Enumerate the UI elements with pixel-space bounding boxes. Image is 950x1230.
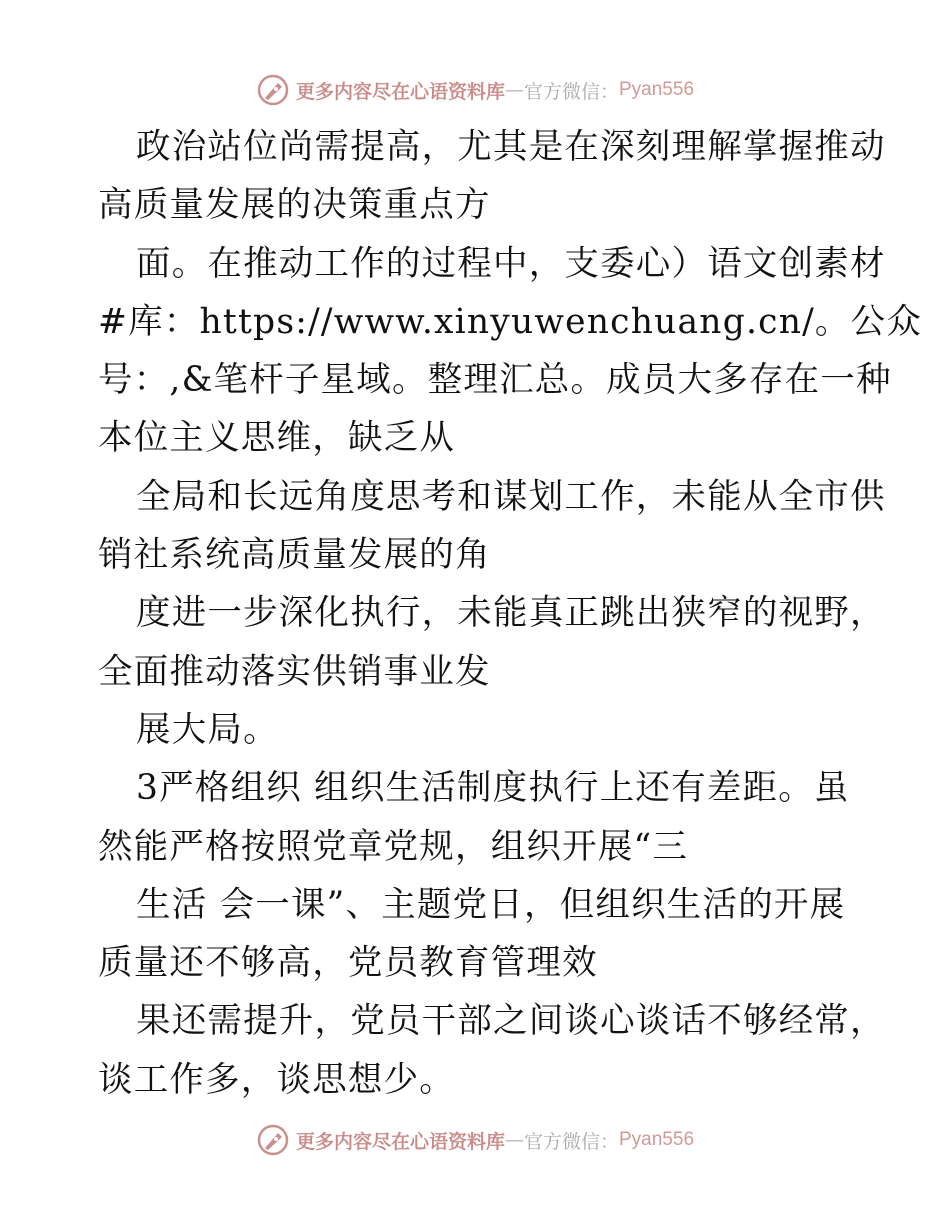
text-line: 全面推动落实供销事业发 (98, 651, 491, 692)
text-line: #库：https://www.xinyuwenchuang.cn/。公众 (98, 301, 923, 342)
text-line: 政治站位尚需提高，尤其是在深刻理解掌握推动 (136, 127, 886, 167)
text-line: 谈工作多，谈思想少。 (98, 1059, 455, 1100)
pen-nib-circle-icon (256, 1123, 290, 1157)
text-line: 面。在推动工作的过程中，支委心）语文创素材 (136, 243, 886, 284)
header-watermark (0, 70, 950, 110)
text-line: 果还需提升，党员干部之间谈心谈话不够经常， (136, 1001, 886, 1042)
text-line: 生活 会一课”、主题党日，但组织生活的开展 (136, 884, 846, 925)
pen-nib-circle-icon (256, 73, 290, 107)
text-line: 全局和长远角度思考和谋划工作，未能从全市供 (136, 476, 886, 517)
watermark-label: 官方微信： (523, 80, 619, 103)
watermark-separator: — (504, 1129, 524, 1151)
watermark-id: Pyan556 (619, 79, 695, 100)
watermark-id: Pyan556 (619, 1129, 695, 1150)
watermark-text: 更多内容尽在心语资料库 (295, 80, 505, 103)
watermark-text: 更多内容尽在心语资料库 (295, 1130, 505, 1153)
watermark-label: 官方微信： (523, 1130, 619, 1153)
text-line: 本位主义思维，缺乏从 (98, 418, 455, 459)
text-line: 然能严格按照党章党规，组织开展“三 (98, 826, 689, 867)
text-line: 号：,&笔杆子星域。整理汇总。成员大多存在一种 (98, 360, 892, 401)
footer-watermark (0, 1120, 950, 1160)
text-line: 销社系统高质量发展的角 (98, 535, 491, 576)
text-line: 高质量发展的决策重点方 (98, 185, 491, 226)
text-line: 3严格组织 组织生活制度执行上还有差距。虽 (136, 768, 850, 809)
text-line: 质量还不够高，党员教育管理效 (98, 943, 598, 984)
text-line: 展大局。 (136, 709, 279, 750)
watermark-separator: — (504, 79, 524, 101)
text-line: 度进一步深化执行，未能真正跳出狭窄的视野， (136, 593, 886, 634)
document-body (98, 118, 923, 1109)
